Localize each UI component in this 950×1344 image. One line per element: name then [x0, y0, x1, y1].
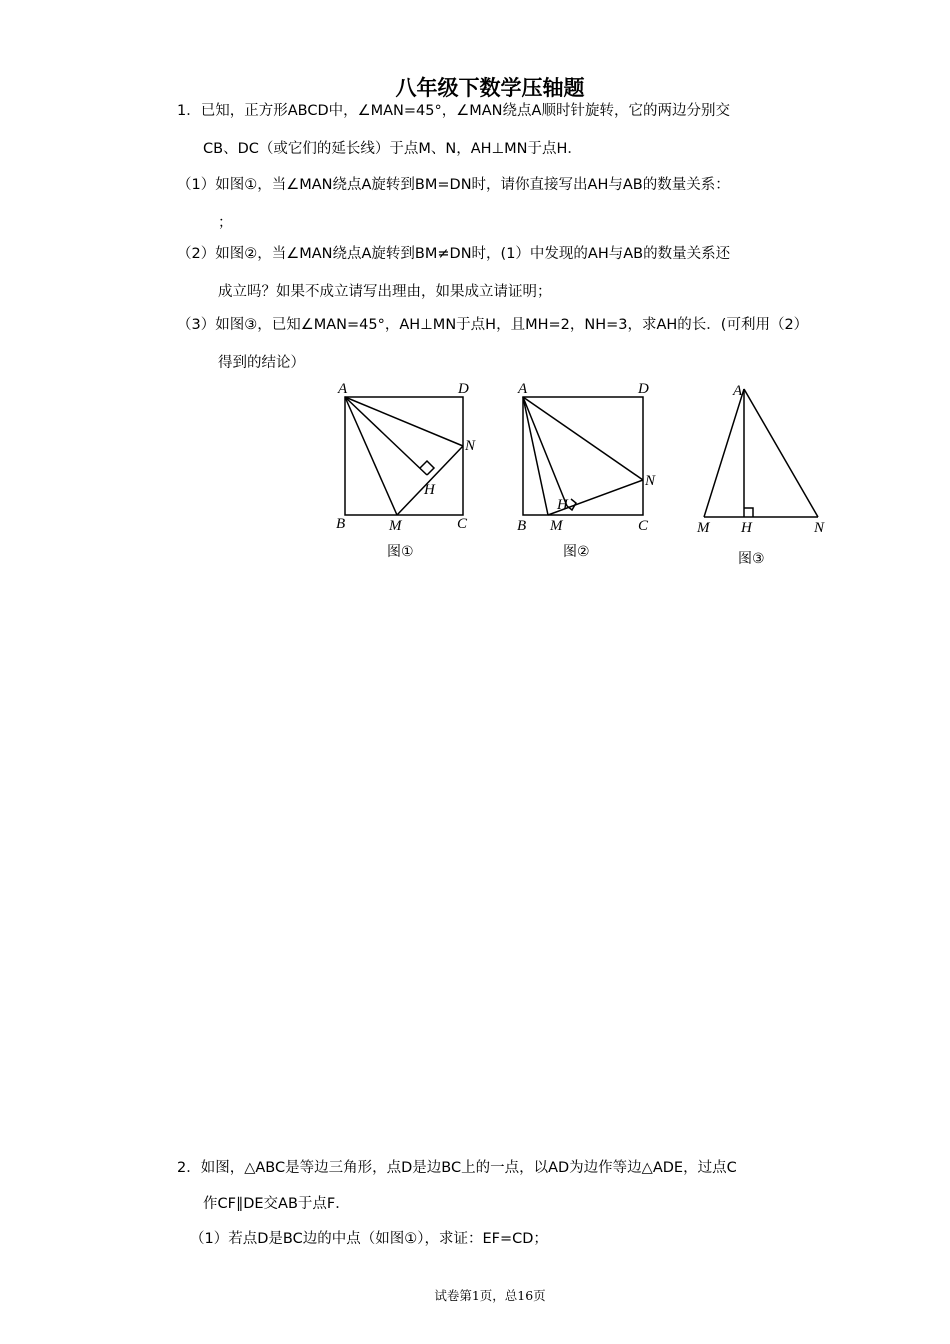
q1-part1-blank: ； — [218, 215, 233, 231]
fig1-caption: 图① — [387, 544, 414, 560]
fig2-label-n: N — [645, 473, 656, 489]
fig1-label-b: B — [336, 516, 346, 532]
fig1-label-d: D — [458, 381, 469, 397]
q1-line2: CB、DC（或它们的延长线）于点M、N，AH⊥MN于点H． — [203, 141, 582, 157]
fig2-label-a: A — [518, 381, 528, 397]
fig1-label-m: M — [389, 518, 402, 534]
q1-line1: 1．已知，正方形ABCD中，∠MAN=45°，∠MAN绕点A顺时针旋转，它的两边分别交 — [177, 103, 730, 119]
fig3-label-a: A — [733, 383, 743, 399]
fig2-caption: 图② — [563, 544, 590, 560]
fig2-label-b: B — [517, 518, 527, 534]
fig1-label-a: A — [338, 381, 348, 397]
q1-part1: （1）如图①，当∠MAN绕点A旋转到BM=DN时，请你直接写出AH与AB的数量关系： — [177, 177, 730, 193]
page-title: 八年级下数学压轴题 — [395, 75, 585, 100]
fig2-label-d: D — [638, 381, 649, 397]
q1-part2-line2: 成立吗？如果不成立请写出理由，如果成立请证明； — [218, 284, 552, 300]
fig2-label-h: H — [557, 497, 568, 513]
fig3-caption: 图③ — [738, 551, 765, 567]
fig2-label-c: C — [638, 518, 649, 534]
fig3-label-n: N — [814, 520, 825, 536]
fig1-label-c: C — [457, 516, 468, 532]
fig2-label-m: M — [550, 518, 563, 534]
figure-3-drawing — [0, 0, 950, 600]
fig1-label-n: N — [465, 438, 476, 454]
fig3-label-h: H — [741, 520, 752, 536]
q1-part3-line2: 得到的结论） — [218, 355, 305, 371]
fig3-label-m: M — [697, 520, 710, 536]
q1-part3-line1: （3）如图③，已知∠MAN=45°，AH⊥MN于点H，且MH=2，NH=3，求AH的长．(可利用（2） — [177, 317, 809, 333]
fig1-label-h: H — [424, 482, 435, 498]
q2-line2: 作CF∥DE交AB于点F． — [203, 1196, 350, 1212]
page-footer: 试卷第1页，总16页 — [434, 1288, 546, 1303]
q1-part2-line1: （2）如图②，当∠MAN绕点A旋转到BM≠DN时，(1）中发现的AH与AB的数量关系还 — [177, 246, 731, 262]
q2-line1: 2．如图，△ABC是等边三角形，点D是边BC上的一点，以AD为边作等边△ADE，过点C — [177, 1160, 737, 1176]
q2-part1: （1）若点D是BC边的中点（如图①），求证：EF=CD； — [190, 1231, 548, 1247]
